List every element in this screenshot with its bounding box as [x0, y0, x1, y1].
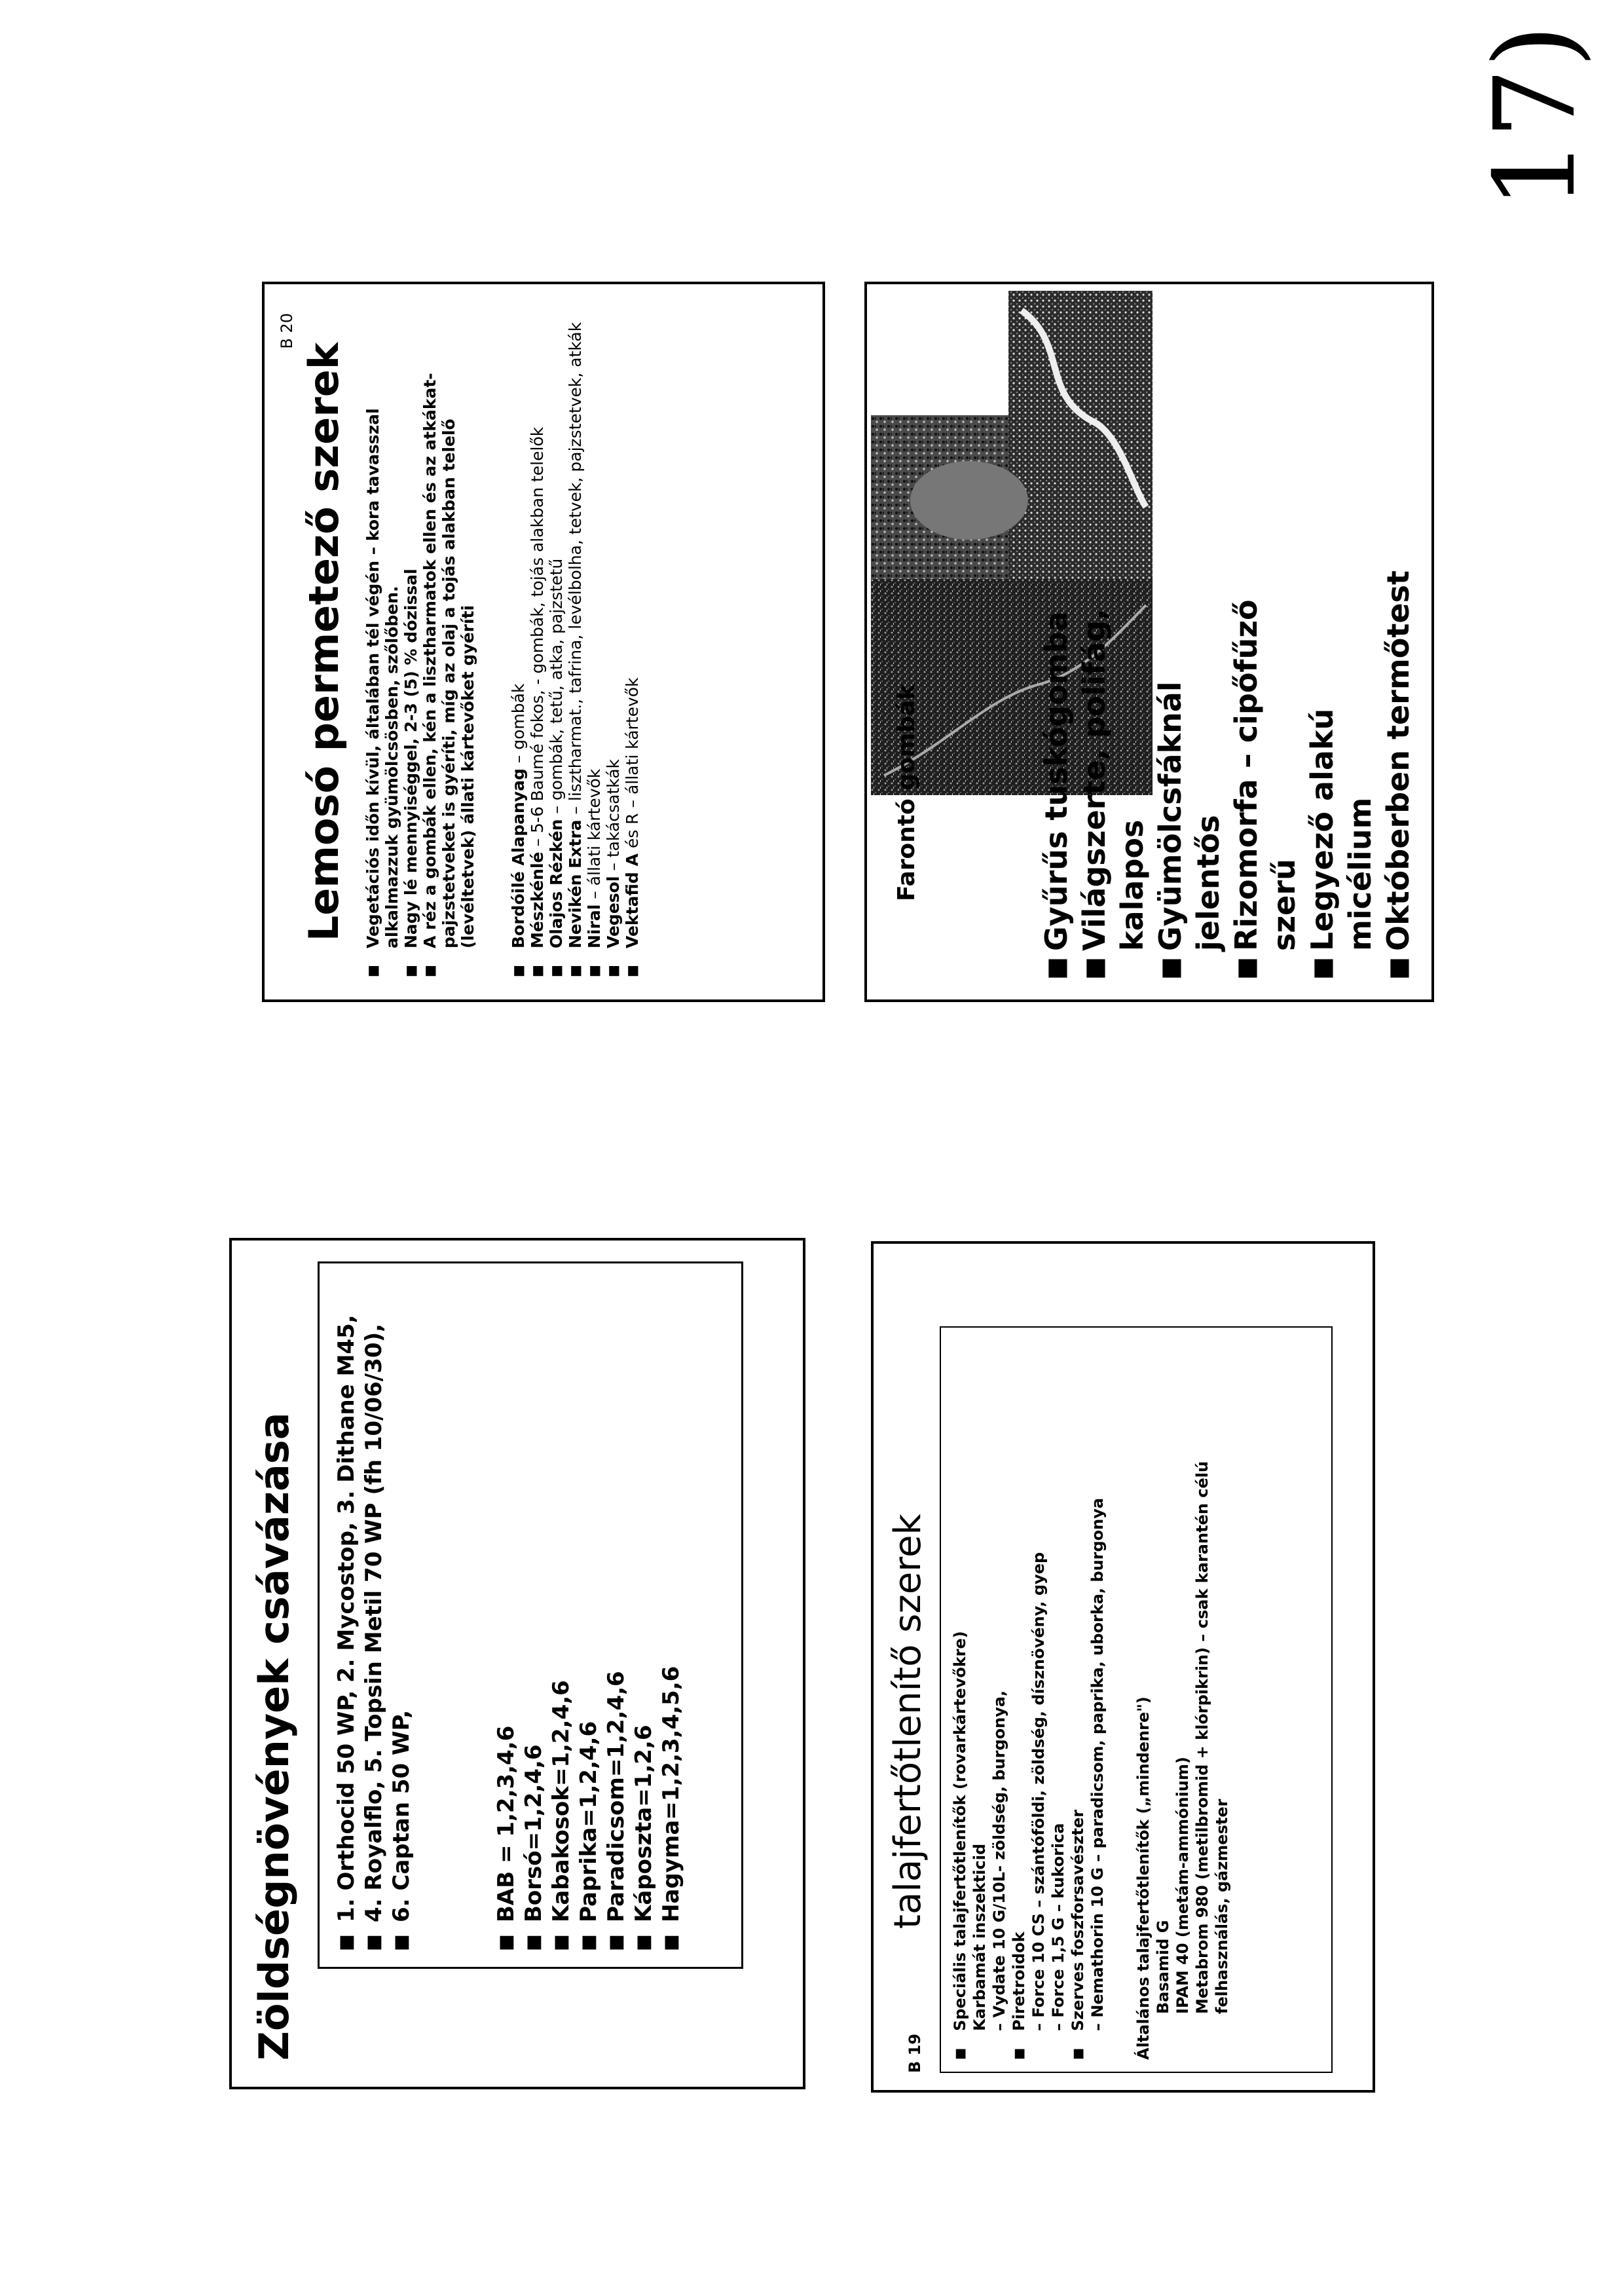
slide-talajfertotlenito	[871, 1241, 1375, 2093]
product-desc: – állati kártevők	[585, 768, 604, 905]
slide-faronto-gombak	[864, 282, 1434, 1002]
product-list	[333, 1279, 415, 1951]
slide-lemoso-permetezo	[262, 282, 825, 1002]
usage-line: ■ Vegetációs időn kívül, általában tél végén – kora tavasszal alkalmazzuk gyümölcsösben, szőlőben.	[363, 307, 401, 977]
content-frame	[318, 1261, 743, 1969]
content-frame	[940, 1326, 1333, 2073]
product-desc: – gombák	[509, 683, 528, 769]
product-name: Vegesol	[604, 876, 623, 948]
product-desc: – takácsatkák	[604, 758, 623, 876]
usage-line: ■ Nagy lé mennyiséggel, 2-3 (5) % dózissal	[401, 307, 420, 977]
general-list	[1153, 1339, 1232, 2060]
slide-zoldseg-content	[232, 1241, 803, 2087]
slide-talaj-content	[874, 1244, 1373, 2090]
product-item	[547, 307, 566, 977]
product-line: ■ 6. Captan 50 WP,	[388, 1279, 415, 1951]
product-name: Nevikén Extra	[566, 819, 585, 948]
general-line: IPAM 40 (metám-ammónium)	[1173, 1757, 1192, 2014]
slide-title: Lemosó permetező szerek	[300, 342, 348, 942]
specific-list	[950, 1339, 1107, 2060]
product-desc: – gombák, tetű, atka, pajzstetű	[547, 558, 566, 819]
product-line: ■ 4. Royalflo, 5. Topsin Metil 70 WP (fh 10/06/30),	[360, 1279, 388, 1951]
fact-line: ■ Gyümölcsfáknál jelentős	[1151, 561, 1227, 980]
product-name: Mészkénlé	[528, 851, 547, 948]
subitem-line: – Nemathorin 10 G – paradicsom, paprika, uborka, burgonya	[1088, 1497, 1107, 2031]
crop-line: ■ Paprika=1,2,4,6	[575, 1279, 602, 1951]
crop-line: ■ BAB = 1,2,3,4,6	[492, 1279, 520, 1951]
product-name: Olajos Rézkén	[547, 819, 566, 948]
product-desc: és R – állati kártevők	[623, 677, 642, 854]
usage-list	[363, 307, 477, 977]
fact-line: ■ Világszerte, polifág, kalapos	[1075, 561, 1151, 980]
handwritten-page-number-top	[1460, 24, 1611, 210]
slide-code: B 19	[906, 2033, 924, 2073]
slide-title: Zöldségnövények csávázása	[250, 1412, 298, 2061]
product-item	[566, 307, 585, 977]
product-item	[623, 307, 642, 977]
product-item	[585, 307, 604, 977]
slide-zoldseg-csavazas	[229, 1238, 805, 2089]
crop-list	[492, 1279, 685, 1951]
slide-title: talajfertőtlenítő szerek	[887, 1514, 929, 1929]
usage-line: ■ A réz a gombák ellen, kén a lisztharmatok ellen és az atkákat-pajzstetveket is gyéríti, míg az olaj a tojás alakban telelő (levéltetvek) állati kártevőket gyéríti	[420, 307, 477, 977]
fungus-facts-list	[1037, 561, 1417, 980]
crop-line: ■ Borsó=1,2,4,6	[520, 1279, 547, 1951]
product-name: Niral	[585, 904, 604, 948]
general-title: Általános talajfertőtlenítők („mindenre")	[1134, 1696, 1153, 2060]
slide-code: B 20	[278, 313, 296, 349]
slide-lemoso-content	[265, 284, 822, 999]
fact-line: ■ Rizomorfa – cipőfűző szerű	[1227, 561, 1303, 980]
product-name: Vektafid A	[623, 853, 642, 948]
subitem-line: Karbamát inszekticid	[970, 1843, 989, 2031]
subitem-line: – Force 10 CS – szántóföldi, zöldség, dísznövény, gyep	[1029, 1552, 1048, 2031]
product-item	[509, 307, 528, 977]
product-line: ■ 1. Orthocid 50 WP, 2. Mycostop, 3. Dithane M45,	[333, 1279, 360, 1951]
product-name: Bordóilé Alapanyag	[509, 768, 528, 948]
category-line: ■ Szerves foszforsavészter	[1068, 1339, 1088, 2060]
general-line: Basamid G	[1154, 1920, 1172, 2014]
product-list	[509, 307, 642, 977]
crop-line: ■ Hagyma=1,2,3,4,5,6	[657, 1279, 685, 1951]
product-item	[604, 307, 623, 977]
category-line: ■ Speciális talajfertőtlenítők (rovarkártevőkre)	[950, 1339, 970, 2060]
product-desc: – lisztharmat., tafrina, levélbolha, tetvek, pajzstetvek, atkák	[566, 322, 585, 820]
fact-line: ■ Legyező alakú micélium	[1303, 561, 1379, 980]
subitem-line: – Force 1,5 G – kukorica	[1049, 1823, 1067, 2031]
general-line: Metabrom 980 (metilbromid + klórpikrin) – csak karantén célú felhasználás, gázmester	[1193, 1461, 1231, 2014]
fact-line: ■ Gyűrűs tuskógomba	[1037, 561, 1075, 980]
page-number-top-text: 17)	[1471, 24, 1600, 210]
fact-line: ■ Októberben termőtest	[1379, 561, 1417, 980]
category-line: ■ Piretroidok	[1009, 1339, 1029, 2060]
slide-faronto-content	[867, 284, 1431, 999]
crop-line: ■ Paradicsom=1,2,4,6	[602, 1279, 630, 1951]
product-desc: – 5-6 Baumé fokos, - gombák, tojás alakban telelők	[528, 426, 547, 852]
slide-header	[887, 1261, 929, 2073]
crop-line: ■ Kabakosok=1,2,4,6	[547, 1279, 575, 1951]
product-item	[528, 307, 547, 977]
subitem-line: – Vydate 10 G/10L- zöldség, burgonya,	[990, 1690, 1008, 2031]
crop-line: ■ Káposzta=1,2,6	[630, 1279, 657, 1951]
slide-title: Farontó gombák	[893, 684, 920, 901]
